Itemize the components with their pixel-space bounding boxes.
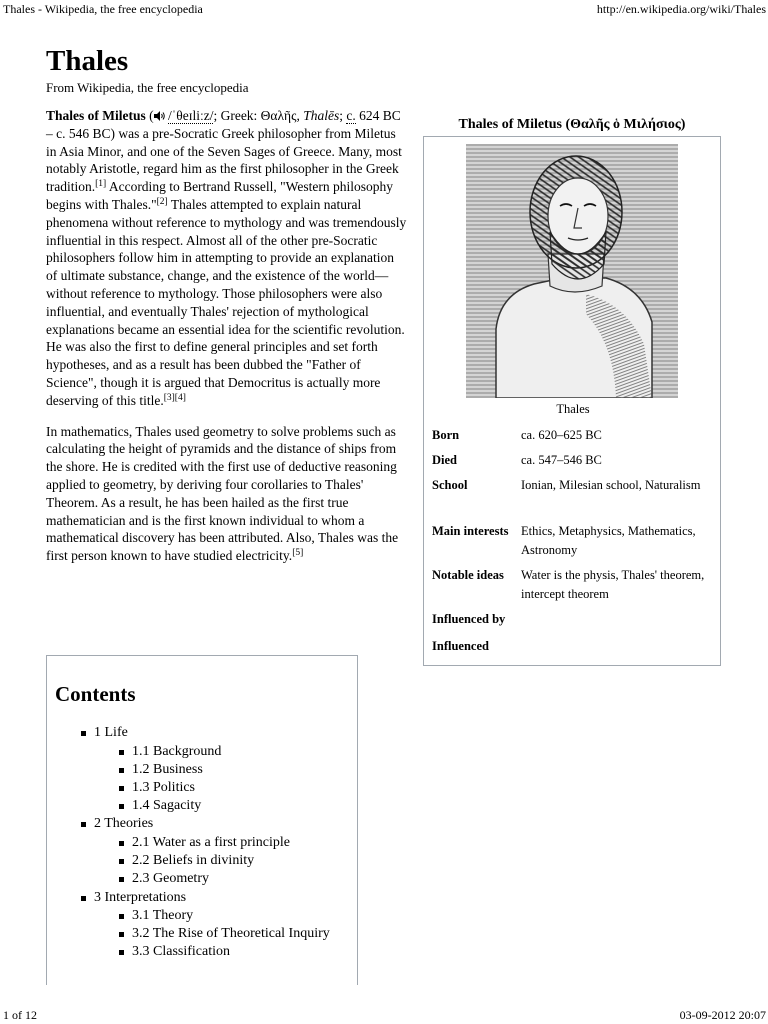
citation-link[interactable]: [1] [95, 179, 107, 190]
infobox-value[interactable]: Water is the physis, Thales' theorem, intercept theorem [521, 568, 705, 601]
print-footer-datetime: 03-09-2012 20:07 [679, 1008, 766, 1022]
citation-link[interactable]: [2] [156, 196, 168, 207]
infobox [423, 136, 721, 666]
toc-item-theory[interactable]: 3.1 Theory [132, 908, 194, 923]
table-of-contents [46, 655, 358, 985]
circa-abbr: c. [346, 108, 356, 123]
page-title: Thales [46, 45, 129, 77]
subject-name: Thales of Miletus [46, 108, 146, 123]
infobox-value: ca. 547–546 BC [521, 453, 602, 467]
infobox-label: Influenced by [432, 612, 506, 626]
article-body [46, 107, 408, 578]
toc-title: Contents [55, 682, 136, 706]
print-footer-page: 1 of 12 [3, 1008, 37, 1022]
ipa-pronunciation-link[interactable]: /ˈθeɪliːz/ [168, 108, 214, 123]
infobox-label: Born [432, 428, 460, 442]
citation-link[interactable]: [3][4] [163, 392, 186, 403]
print-header-url[interactable]: http://en.wikipedia.org/wiki/Thales [596, 2, 766, 16]
toc-item-business[interactable]: 1.2 Business [132, 762, 203, 777]
toc-item-geometry[interactable]: 2.3 Geometry [132, 871, 209, 886]
infobox-label: Notable ideas [432, 568, 504, 582]
infobox-label: Died [432, 453, 457, 467]
citation-link[interactable]: [5] [292, 548, 304, 559]
infobox-value[interactable]: Ionian, Milesian school, Naturalism [521, 478, 701, 492]
toc-item-beliefs-in-divinity[interactable]: 2.2 Beliefs in divinity [132, 853, 255, 868]
toc-item-interpretations[interactable]: 3 Interpretations [94, 890, 187, 905]
toc-item-classification[interactable]: 3.3 Classification [132, 944, 230, 959]
infobox-label: Main interests [432, 524, 509, 538]
toc-item-sagacity[interactable]: 1.4 Sagacity [132, 798, 202, 813]
portrait-image[interactable] [466, 144, 678, 398]
mathematics-paragraph: In mathematics, Thales used geometry to solve problems such as calculating the height of pyramids and the distance of ships from the shore. He is credited with the first use of deductive reasoning applied to geometry, by deriving four corollaries to Thales' Theorem. As a result, he has been hailed as the first true mathematician and is the first known individual to whom a mathematical discovery has been attributed. Also, Thales was the first person known to have studied electricity.[5] [46, 423, 399, 564]
intro-paragraph: Thales of Miletus ( /ˈθeɪliːz/; Greek: Θαλῆς, Thalēs; c. 624 BC – c. 546 BC) was a pre-Socratic Greek philosopher from Miletus in Asia Minor, and one of the Seven Sages of Greece. Many, most notably Aristotle, regard him as the first philosopher in the Greek tradition.[1] According to Bertrand Russell, "Western philosophy begins with Thales."[2] Thales attempted to explain natural phenomena without reference to mythology and was tremendously influential in this respect. Almost all of the other pre-Socratic philosophers follow him in attempting to provide an explanation of ultimate substance, change, and the existence of the world—without reference to mythology. Those philosophers were also influential, and eventually Thales' rejection of mythological explanations became an essential idea for the scientific revolution. He was also the first to define general principles and set forth hypotheses, and as a result has been dubbed the "Father of Science", though it is argued that Democritus is actually more deserving of this title.[3][4] [46, 108, 407, 408]
toc-item-life[interactable]: 1 Life [94, 725, 128, 740]
print-header-title: Thales - Wikipedia, the free encyclopedia [3, 2, 203, 16]
infobox-label: School [432, 478, 468, 492]
toc-item-background[interactable]: 1.1 Background [132, 744, 222, 759]
page-tagline: From Wikipedia, the free encyclopedia [46, 80, 249, 95]
speaker-icon[interactable] [154, 108, 165, 118]
infobox-value: ca. 620–625 BC [521, 428, 602, 442]
toc-item-politics[interactable]: 1.3 Politics [132, 780, 196, 795]
infobox-caption: Thales of Miletus (Θαλῆς ὁ Μιλήσιος) [458, 117, 686, 132]
infobox-label: Influenced [432, 639, 489, 653]
toc-item-theories[interactable]: 2 Theories [94, 816, 154, 831]
toc-item-rise-of-theoretical-inquiry[interactable]: 3.2 The Rise of Theoretical Inquiry [132, 926, 330, 941]
infobox-value[interactable]: Ethics, Metaphysics, Mathematics, Astronomy [521, 524, 696, 557]
portrait-caption: Thales [556, 402, 590, 416]
toc-item-water-first-principle[interactable]: 2.1 Water as a first principle [132, 835, 291, 850]
